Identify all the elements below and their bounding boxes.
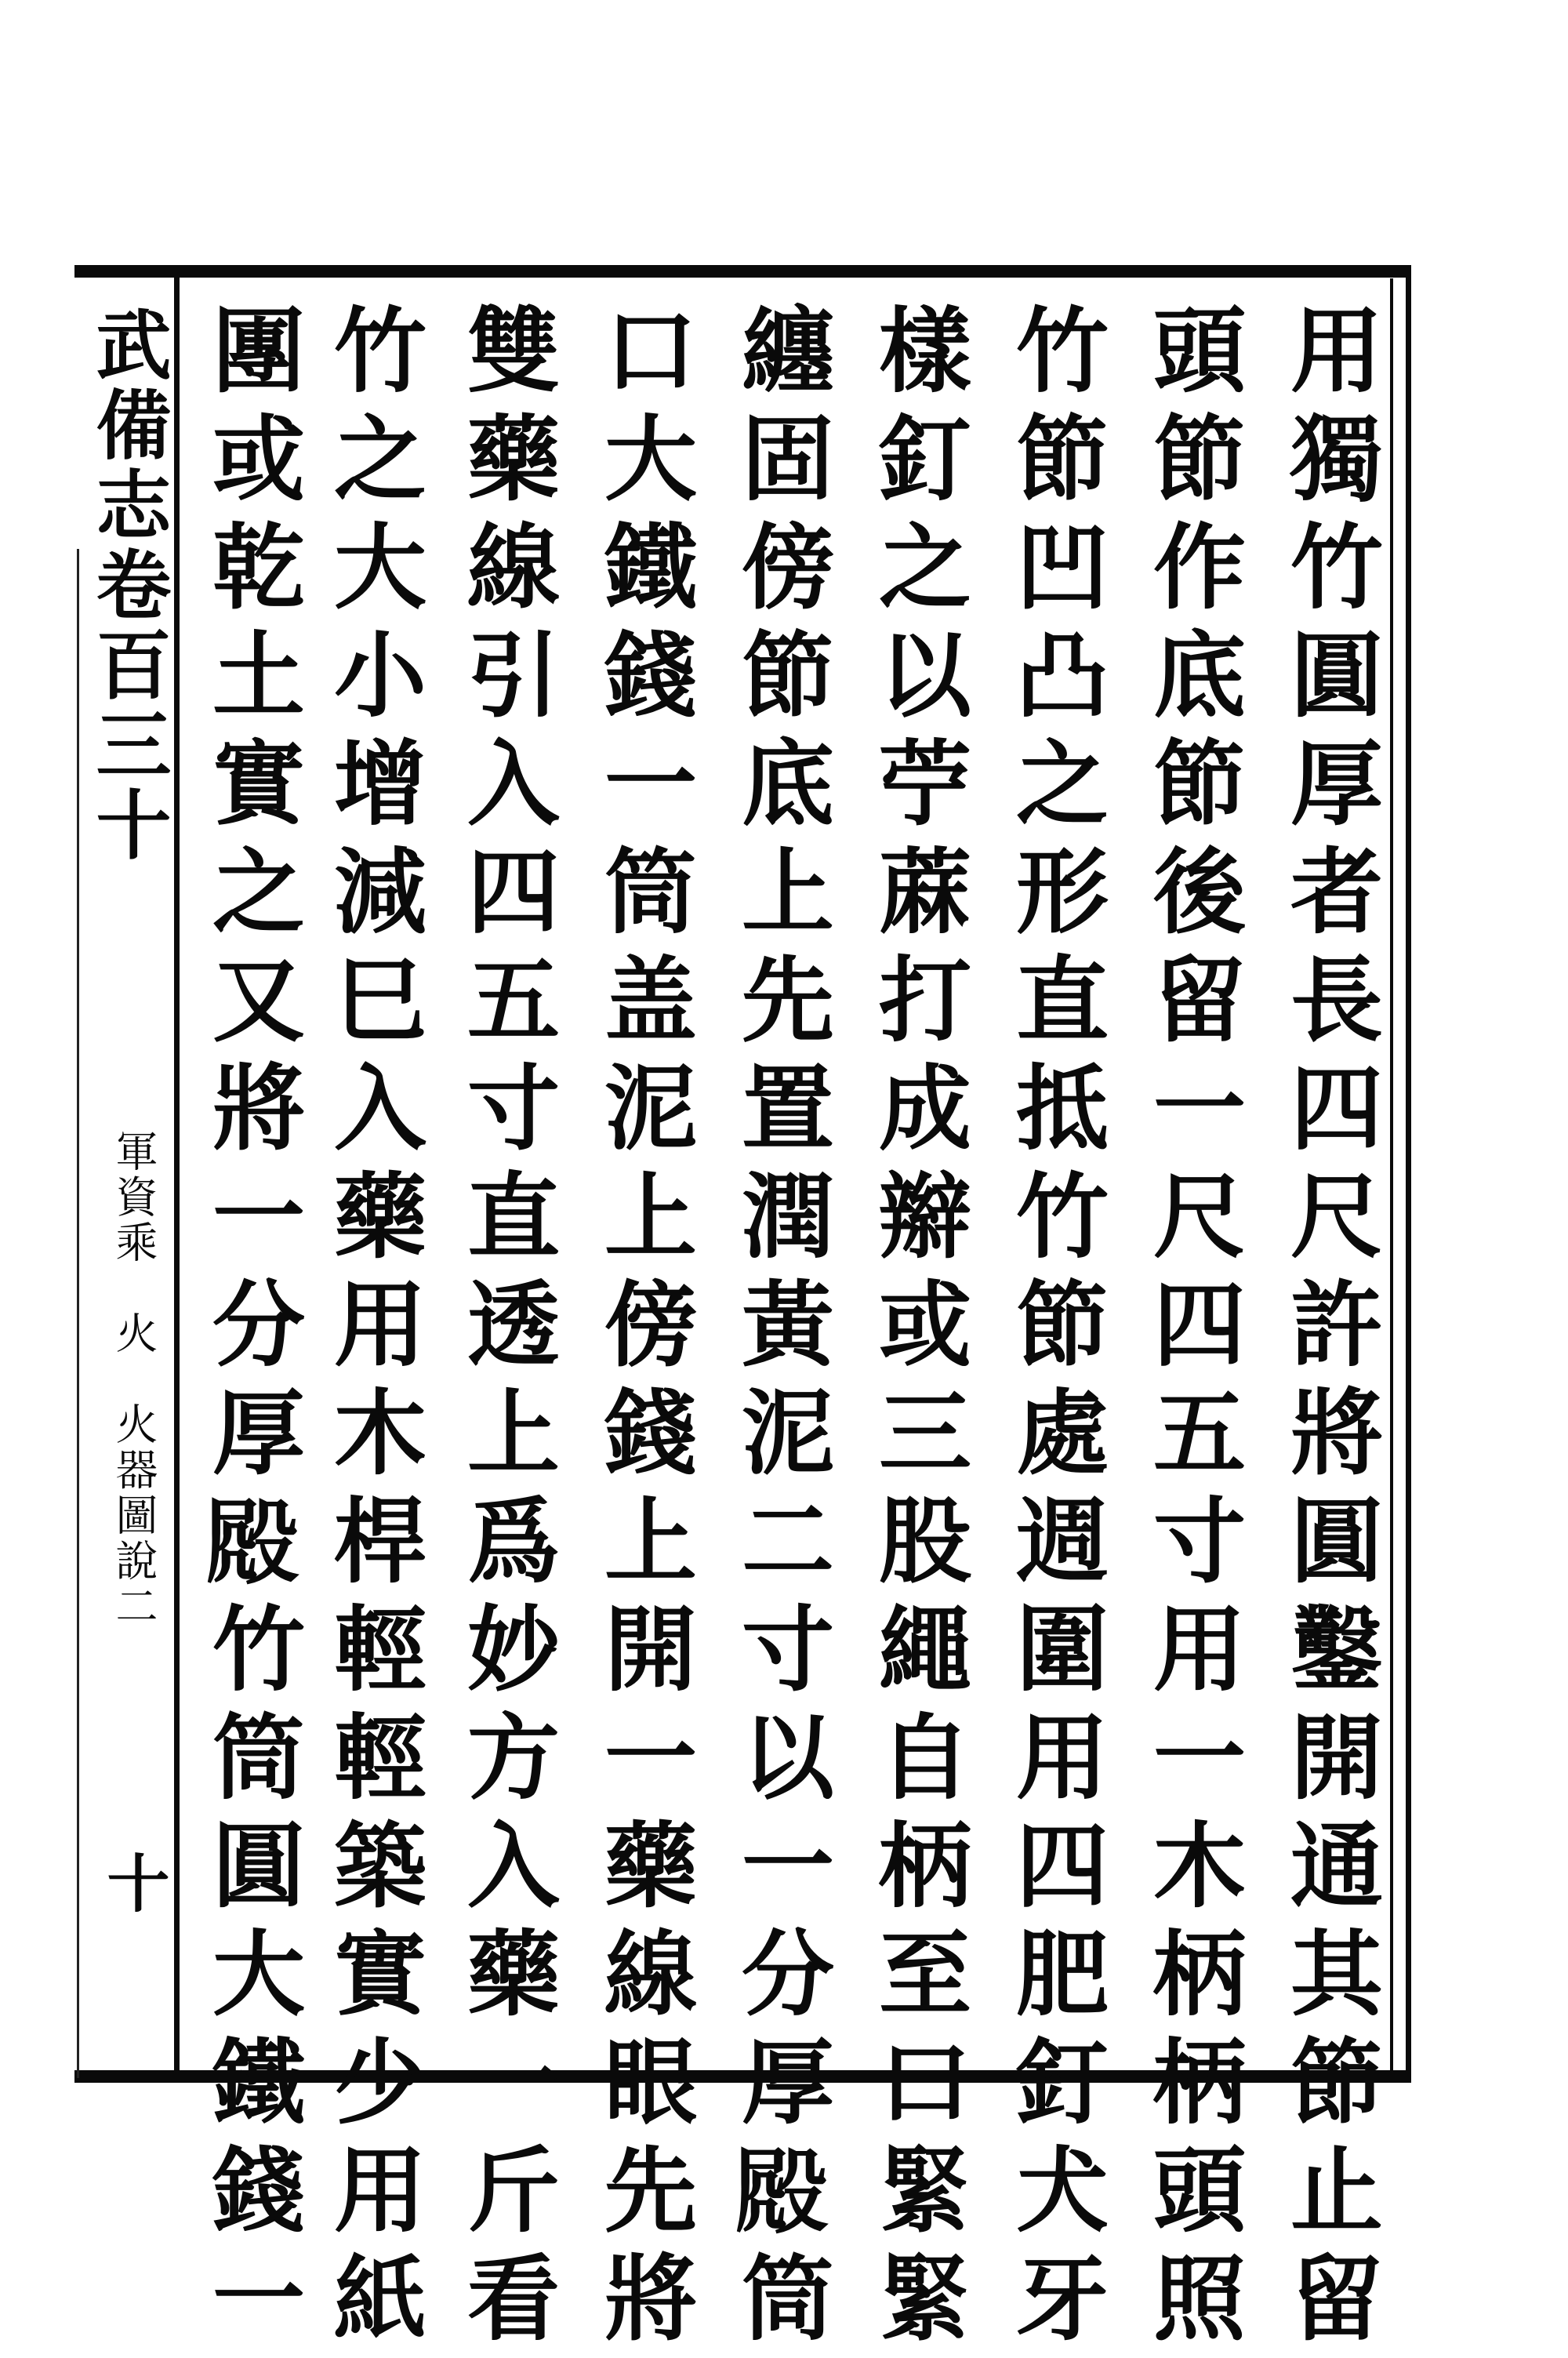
text-column-6: 口大鐵錢一筒盖泥上傍錢上開一藥線眼先將 [589, 302, 698, 2358]
text-column-3: 竹節凹凸之形直抵竹節處週圍用四肥釘犬牙 [1000, 302, 1109, 2358]
text-column-1: 用獨竹圓厚者長四尺許將圓鑿開通其節止留 [1275, 302, 1384, 2358]
margin-column [78, 290, 172, 2070]
text-column-4: 樣釘之以苧蔴打成辮或三股繩自柄至口緊緊 [863, 302, 972, 2358]
text-column-9: 團或乾土實之又將一分厚𣪍竹筒圓大鐵錢一 [197, 302, 306, 2358]
text-column-5: 纏固傍節底上先置潤黃泥二寸以一分厚𣪍筒 [726, 302, 835, 2358]
frame-inner-line [1390, 278, 1393, 2070]
page-number: 十 [96, 1851, 170, 1913]
text-column-7: 雙藥線引入四五寸直透上爲妙方入藥一斤看 [452, 302, 561, 2358]
book-title: 武備志卷百三十 [84, 306, 172, 866]
text-column-8: 竹之大小增減巳入藥用木桿輕輕築實少用紙 [318, 302, 427, 2358]
section-heading: 軍資乘 火 火器圖說二 [109, 1129, 158, 1630]
text-column-2: 頭節作底節後留一尺四五寸用一木柄柄頭照 [1138, 302, 1247, 2358]
